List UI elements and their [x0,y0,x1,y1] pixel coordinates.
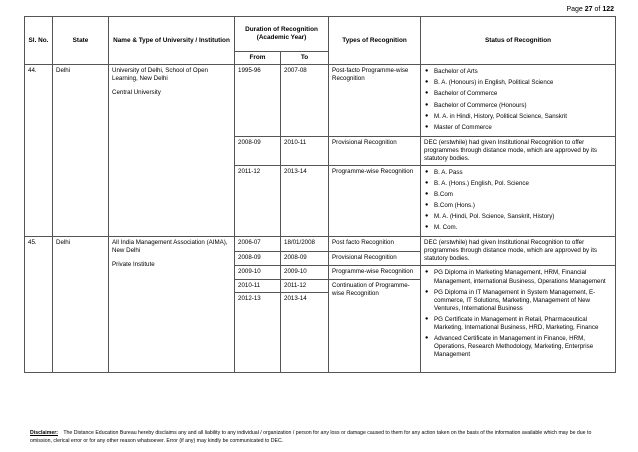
list-item: ● M. A. (Hindi, Pol. Science, Sanskrit, History) [434,212,612,223]
table-row [25,237,616,252]
header-row [25,17,616,52]
from-cell: 2008-09 [235,251,281,266]
status-cell [421,165,616,236]
sl-cell: 45. [25,237,53,372]
status-cell [421,266,616,372]
table-row [25,65,616,136]
status-list [424,67,612,133]
header-duration: Duration of Recognition (Academic Year) [235,17,329,52]
header-to: To [281,52,329,65]
from-cell: 2009-10 [235,266,281,279]
recognition-type-cell: Continuation of Programme-wise Recognition [329,279,421,372]
list-item: ● Bachelor of Commerce (Honours) [434,101,612,112]
header-status: Status of Recognition [421,17,616,65]
sl-cell: 44. [25,65,53,237]
header-sl-no: Sl. No. [25,17,53,65]
from-cell: 2011-12 [235,165,281,236]
state-cell: Delhi [53,65,109,237]
to-cell: 2013-14 [281,165,329,236]
university-cell [109,237,235,372]
list-item: ● B.Com (Hons.) [434,201,612,212]
header-university: Name & Type of University / Institution [109,17,235,65]
from-cell: 2012-13 [235,292,281,372]
list-item: ● M. A. in Hindi, History, Political Science, Sanskrit [434,112,612,123]
to-cell: 2010-11 [281,136,329,165]
state-cell: Delhi [53,237,109,372]
list-item: ● B.Com [434,190,612,201]
recognition-table [24,16,616,373]
from-cell: 2008-09 [235,136,281,165]
list-item: ● PG Diploma in Marketing Management, HRM, Financial Management, international Business, Operations Management [434,268,612,287]
recognition-type-cell: Post facto Recognition [329,237,421,252]
recognition-type-cell: Post-facto Programme-wise Recognition [329,65,421,136]
list-item: ● B. A. (Honours) in English, Political Science [434,78,612,89]
recognition-type-cell: Provisional Recognition [329,136,421,165]
recognition-type-cell: Provisional Recognition [329,251,421,266]
to-cell: 2008-09 [281,251,329,266]
from-cell: 1995-96 [235,65,281,136]
to-cell: 2011-12 [281,279,329,292]
to-cell: 2009-10 [281,266,329,279]
page-number: Page 27 of 122 [566,6,614,13]
status-cell [421,65,616,136]
status-cell: DEC (erstwhile) had given Institutional Recognition to offer programmes through distance mode, which are approved by its statutory bodies. [421,237,616,266]
list-item: ● Master of Commerce [434,123,612,134]
header-state: State [53,17,109,65]
status-list [424,268,612,361]
list-item: ● Bachelor of Arts [434,67,612,78]
status-cell: DEC (erstwhile) had given Institutional Recognition to offer programmes through distance mode, which are approved by its statutory bodies. [421,136,616,165]
header-types: Types of Recognition [329,17,421,65]
status-list [424,168,612,234]
list-item: ● B. A. (Hons.) English, Pol. Science [434,179,612,190]
university-cell [109,65,235,237]
disclaimer-text: The Distance Education Bureau hereby disclaims any and all liability to any individual / organization / person for any loss or damage caused to them for any action taken on the basis of the information available which may be due to omission, clerical error or for any other reason whatsoever. Error (if any) may kindly be communicated to DEC. [30,430,592,444]
university-type: Central University [112,89,161,97]
university-type: Private Institute [112,261,155,269]
to-cell: 2007-08 [281,65,329,136]
list-item: ● M. Com. [434,223,612,234]
list-item: ● Advanced Certificate in Management in Finance, HRM, Operations, Research Methodology, Marketing, Enterprise Management [434,334,612,361]
list-item: ● PG Certificate in Management in Retail, Pharmaceutical Marketing, International Business, HRD, Marketing, Finance [434,315,612,334]
to-cell: 2013-14 [281,292,329,372]
university-name: All India Management Association (AIMA), New Delhi [112,239,228,255]
list-item: ● B. A. Pass [434,168,612,179]
list-item: ● Bachelor of Commerce [434,89,612,100]
disclaimer-label: Disclaimer: [30,430,58,436]
to-cell: 18/01/2008 [281,237,329,252]
disclaimer [30,430,610,445]
from-cell: 2006-07 [235,237,281,252]
from-cell: 2010-11 [235,279,281,292]
recognition-type-cell: Programme-wise Recognition [329,165,421,236]
header-from: From [235,52,281,65]
list-item: ● PG Diploma in IT Management in System Management, E-commerce, IT Solutions, Marketing, Management of New Ventures, International Business [434,288,612,315]
recognition-type-cell: Programme-wise Recognition [329,266,421,279]
university-name: University of Delhi, School of Open Learning, New Delhi [112,67,208,83]
